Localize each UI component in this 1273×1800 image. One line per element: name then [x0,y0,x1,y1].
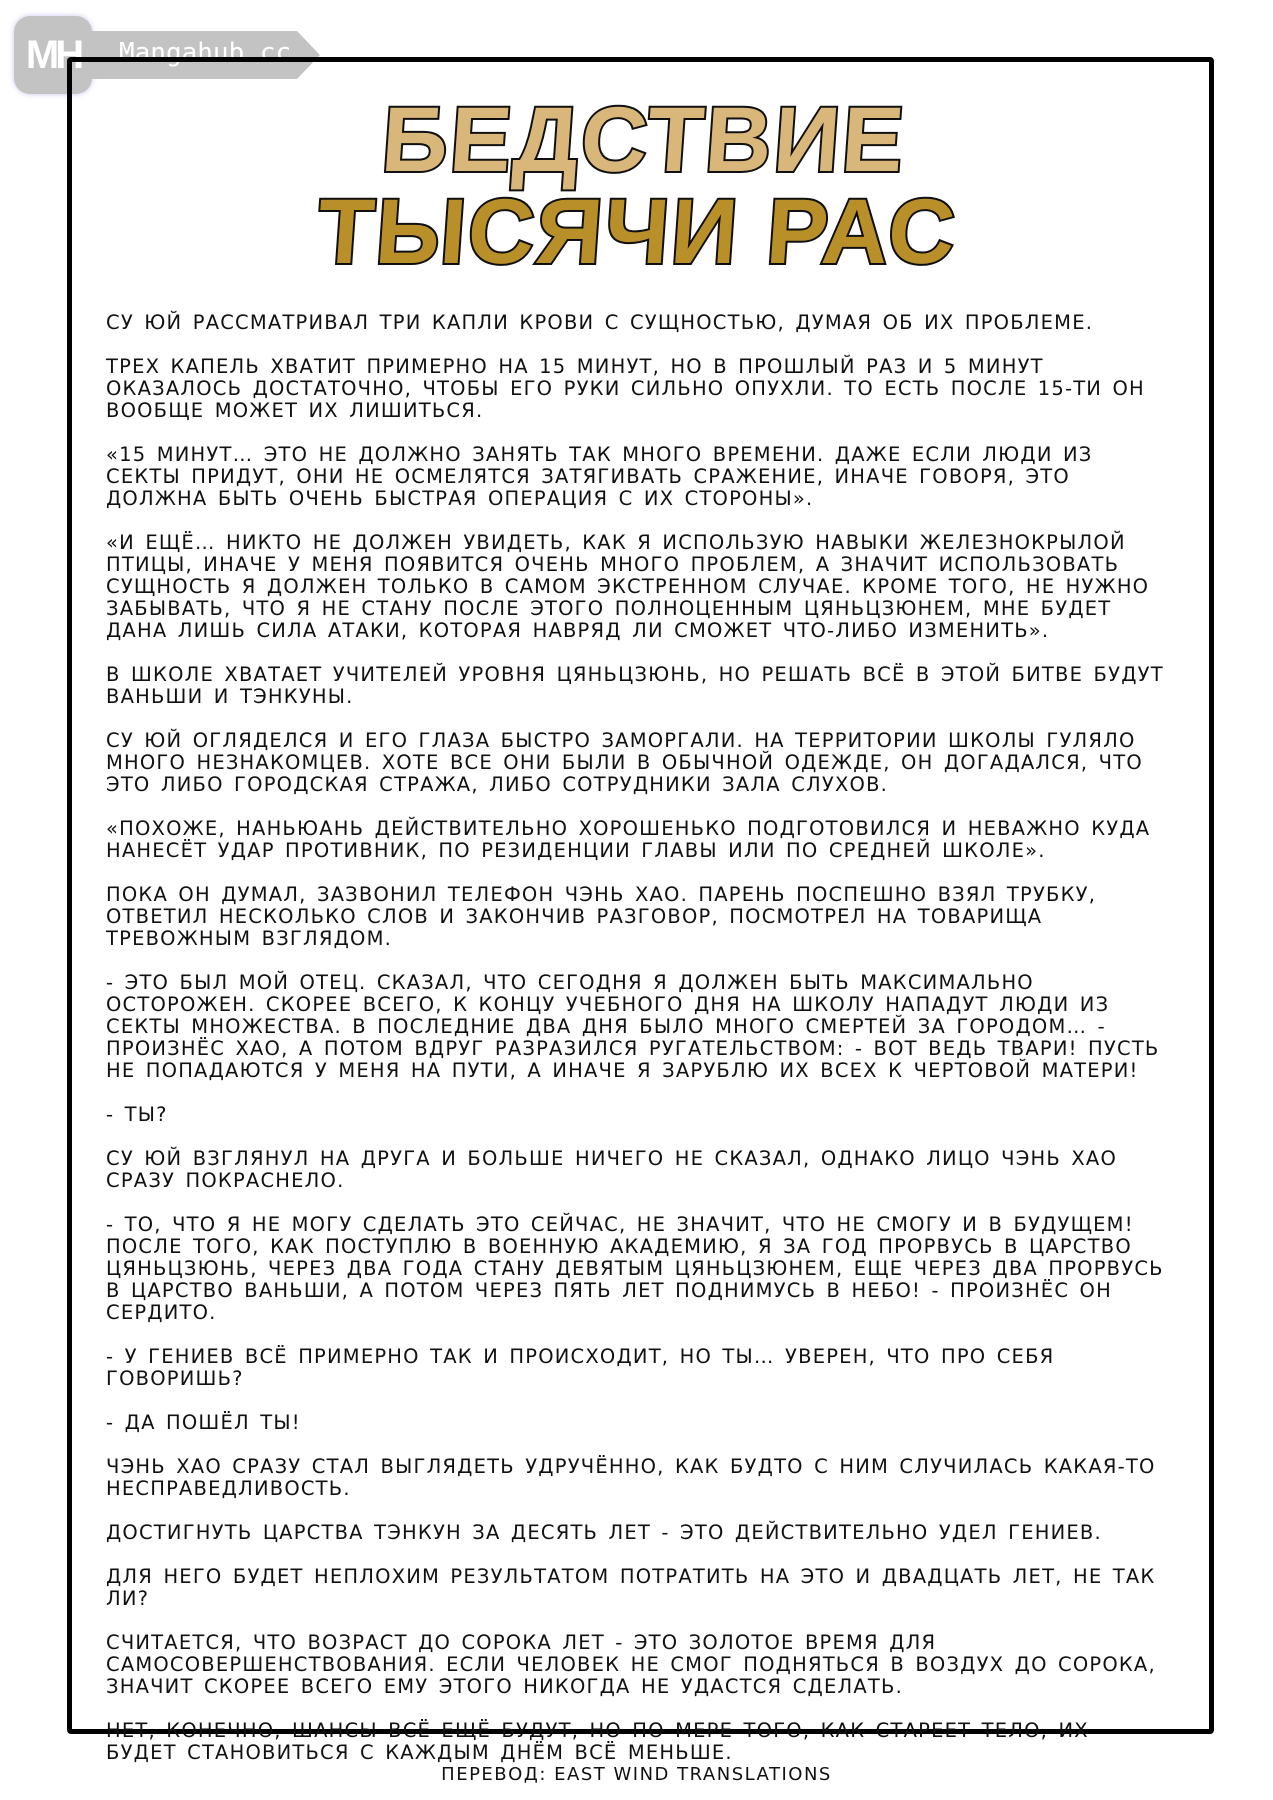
paragraph: «И ЕЩЁ… НИКТО НЕ ДОЛЖЕН УВИДЕТЬ, КАК Я ИСПОЛЬЗУЮ НАВЫКИ ЖЕЛЕЗНОКРЫЛОЙ ПТИЦЫ, ИНАЧЕ У МЕНЯ ПОЯВИТСЯ ОЧЕНЬ МНОГО ПРОБЛЕМ, А ЗНАЧИТ ИСПОЛЬЗОВАТЬ СУЩНОСТЬ Я ДОЛЖЕН ТОЛЬКО В САМОМ ЭКСТРЕННОМ СЛУЧАЕ. КРОМЕ ТОГО, НЕ НУЖНО ЗАБЫВАТЬ, ЧТО Я НЕ СТАНУ ПОСЛЕ ЭТОГО ПОЛНОЦЕННЫМ ЦЯНЬЦЗЮНЕМ, МНЕ БУДЕТ ДАНА ЛИШЬ СИЛА АТАКИ, КОТОРАЯ НАВРЯД ЛИ СМОЖЕТ ЧТО-ЛИБО ИЗМЕНИТЬ». [106,531,1150,642]
paragraph: ТРЕХ КАПЕЛЬ ХВАТИТ ПРИМЕРНО НА 15 МИНУТ, НО В ПРОШЛЫЙ РАЗ И 5 МИНУТ ОКАЗАЛОСЬ ДОСТАТОЧНО, ЧТОБЫ ЕГО РУКИ СИЛЬНО ОПУХЛИ. ТО ЕСТЬ ПОСЛЕ 15-ТИ ОН ВООБЩЕ МОЖЕТ ИХ ЛИШИТЬСЯ. [106,355,1145,422]
paragraph: СУ ЮЙ ВЗГЛЯНУЛ НА ДРУГА И БОЛЬШЕ НИЧЕГО НЕ СКАЗАЛ, ОДНАКО ЛИЦО ЧЭНЬ ХАО СРАЗУ ПОКРАСНЕЛО. [106,1147,1118,1192]
paragraph: - ТЫ? [106,1103,168,1126]
paragraph: СЧИТАЕТСЯ, ЧТО ВОЗРАСТ ДО СОРОКА ЛЕТ - ЭТО ЗОЛОТОЕ ВРЕМЯ ДЛЯ САМОСОВЕРШЕНСТВОВАНИЯ. ЕСЛИ ЧЕЛОВЕК НЕ СМОГ ПОДНЯТЬСЯ В ВОЗДУХ ДО СОРОКА, ЗНАЧИТ СКОРЕЕ ВСЕГО ЕМУ ЭТОГО НИКОГДА НЕ УДАСТСЯ СДЕЛАТЬ. [106,1631,1156,1698]
page-frame [67,57,1214,1764]
paragraph: - ТО, ЧТО Я НЕ МОГУ СДЕЛАТЬ ЭТО СЕЙЧАС, НЕ ЗНАЧИТ, ЧТО НЕ СМОГУ И В БУДУЩЕМ! ПОСЛЕ ТОГО, КАК ПОСТУПЛЮ В ВОЕННУЮ АКАДЕМИЮ, Я ЗА ГОД ПРОРВУСЬ В ЦАРСТВО ЦЯНЬЦЗЮНЬ, ЧЕРЕЗ ДВА ГОДА СТАНУ ДЕВЯТЫМ ЦЯНЬЦЗЮНЕМ, ЕЩЕ ЧЕРЕЗ ДВА ПРОРВУСЬ В ЦАРСТВО ВАНЬШИ, А ПОТОМ ЧЕРЕЗ ПЯТЬ ЛЕТ ПОДНИМУСЬ В НЕБО! - ПРОИЗНЁС ОН СЕРДИТО. [106,1213,1164,1324]
paragraph: «15 МИНУТ… ЭТО НЕ ДОЛЖНО ЗАНЯТЬ ТАК МНОГО ВРЕМЕНИ. ДАЖЕ ЕСЛИ ЛЮДИ ИЗ СЕКТЫ ПРИДУТ, ОНИ НЕ ОСМЕЛЯТСЯ ЗАТЯГИВАТЬ СРАЖЕНИЕ, ИНАЧЕ ГОВОРЯ, ЭТО ДОЛЖНА БЫТЬ ОЧЕНЬ БЫСТРАЯ ОПЕРАЦИЯ С ИХ СТОРОНЫ». [106,443,1093,510]
paragraph: ДЛЯ НЕГО БУДЕТ НЕПЛОХИМ РЕЗУЛЬТАТОМ ПОТРАТИТЬ НА ЭТО И ДВАДЦАТЬ ЛЕТ, НЕ ТАК ЛИ? [106,1565,1156,1610]
paragraph: СУ ЮЙ ОГЛЯДЕЛСЯ И ЕГО ГЛАЗА БЫСТРО ЗАМОРГАЛИ. НА ТЕРРИТОРИИ ШКОЛЫ ГУЛЯЛО МНОГО НЕЗНАКОМЦЕВ. ХОТЕ ВСЕ ОНИ БЫЛИ В ОБЫЧНОЙ ОДЕЖДЕ, ОН ДОГАДАЛСЯ, ЧТО ЭТО ЛИБО ГОРОДСКАЯ СТРАЖА, ЛИБО СОТРУДНИКИ ЗАЛА СЛУХОВ. [106,729,1143,796]
paragraph: ДОСТИГНУТЬ ЦАРСТВА ТЭНКУН ЗА ДЕСЯТЬ ЛЕТ - ЭТО ДЕЙСТВИТЕЛЬНО УДЕЛ ГЕНИЕВ. [106,1521,1102,1544]
paragraph: - ДА ПОШЁЛ ТЫ! [106,1411,301,1434]
paragraph: В ШКОЛЕ ХВАТАЕТ УЧИТЕЛЕЙ УРОВНЯ ЦЯНЬЦЗЮНЬ, НО РЕШАТЬ ВСЁ В ЭТОЙ БИТВЕ БУДУТ ВАНЬШИ И ТЭНКУНЫ. [106,663,1164,708]
paragraph: СУ ЮЙ РАССМАТРИВАЛ ТРИ КАПЛИ КРОВИ С СУЩНОСТЬЮ, ДУМАЯ ОБ ИХ ПРОБЛЕМЕ. [106,311,1094,334]
paragraph: - ЭТО БЫЛ МОЙ ОТЕЦ. СКАЗАЛ, ЧТО СЕГОДНЯ Я ДОЛЖЕН БЫТЬ МАКСИМАЛЬНО ОСТОРОЖЕН. СКОРЕЕ ВСЕГО, К КОНЦУ УЧЕБНОГО ДНЯ НА ШКОЛУ НАПАДУТ ЛЮДИ ИЗ СЕКТЫ МНОЖЕСТВА. В ПОСЛЕДНИЕ ДВА ДНЯ БЫЛО МНОГО СМЕРТЕЙ ЗА ГОРОДОМ… - ПРОИЗНЁС ХАО, А ПОТОМ ВДРУГ РАЗРАЗИЛСЯ РУГАТЕЛЬСТВОМ: - ВОТ ВЕДЬ ТВАРИ! ПУСТЬ НЕ ПОПАДАЮТСЯ У МЕНЯ НА ПУТИ, А ИНАЧЕ Я ЗАРУБЛЮ ИХ ВСЕХ К ЧЕРТОВОЙ МАТЕРИ! [106,971,1160,1082]
paragraph: ЧЭНЬ ХАО СРАЗУ СТАЛ ВЫГЛЯДЕТЬ УДРУЧЁННО, КАК БУДТО С НИМ СЛУЧИЛАСЬ КАКАЯ-ТО НЕСПРАВЕДЛИВОСТЬ. [106,1455,1156,1500]
paragraph: ПОКА ОН ДУМАЛ, ЗАЗВОНИЛ ТЕЛЕФОН ЧЭНЬ ХАО. ПАРЕНЬ ПОСПЕШНО ВЗЯЛ ТРУБКУ, ОТВЕТИЛ НЕСКОЛЬКО СЛОВ И ЗАКОНЧИВ РАЗГОВОР, ПОСМОТРЕЛ НА ТОВАРИЩА ТРЕВОЖНЫМ ВЗГЛЯДОМ. [106,883,1097,950]
paragraph: НЕТ, КОНЕЧНО, ШАНСЫ ВСЁ ЕЩЁ БУДУТ, НО ПО МЕРЕ ТОГО, КАК СТАРЕЕТ ТЕЛО, ИХ БУДЕТ СТАНОВИТЬСЯ С КАЖДЫМ ДНЁМ ВСЁ МЕНЬШЕ. [106,1719,1089,1764]
chapter-text [106,312,1169,1786]
title-line-2: ТЫСЯЧИ РАС [314,181,961,283]
title-line-1: БЕДСТВИЕ [378,89,909,191]
mangahub-logo-icon: MH [14,16,92,94]
paragraph: «ПОХОЖЕ, НАНЬЮАНЬ ДЕЙСТВИТЕЛЬНО ХОРОШЕНЬКО ПОДГОТОВИЛСЯ И НЕВАЖНО КУДА НАНЕСЁТ УДАР ПРОТИВНИК, ПО РЕЗИДЕНЦИИ ГЛАВЫ ИЛИ ПО СРЕДНЕЙ ШКОЛЕ». [106,817,1151,862]
translation-credit: ПЕРЕВОД: EAST WIND TRANSLATIONS [441,1764,832,1785]
page-title [66,89,1216,283]
paragraph: - У ГЕНИЕВ ВСЁ ПРИМЕРНО ТАК И ПРОИСХОДИТ, НО ТЫ… УВЕРЕН, ЧТО ПРО СЕБЯ ГОВОРИШЬ? [106,1345,1055,1390]
watermark-site: Mangahub.cc [119,38,292,68]
